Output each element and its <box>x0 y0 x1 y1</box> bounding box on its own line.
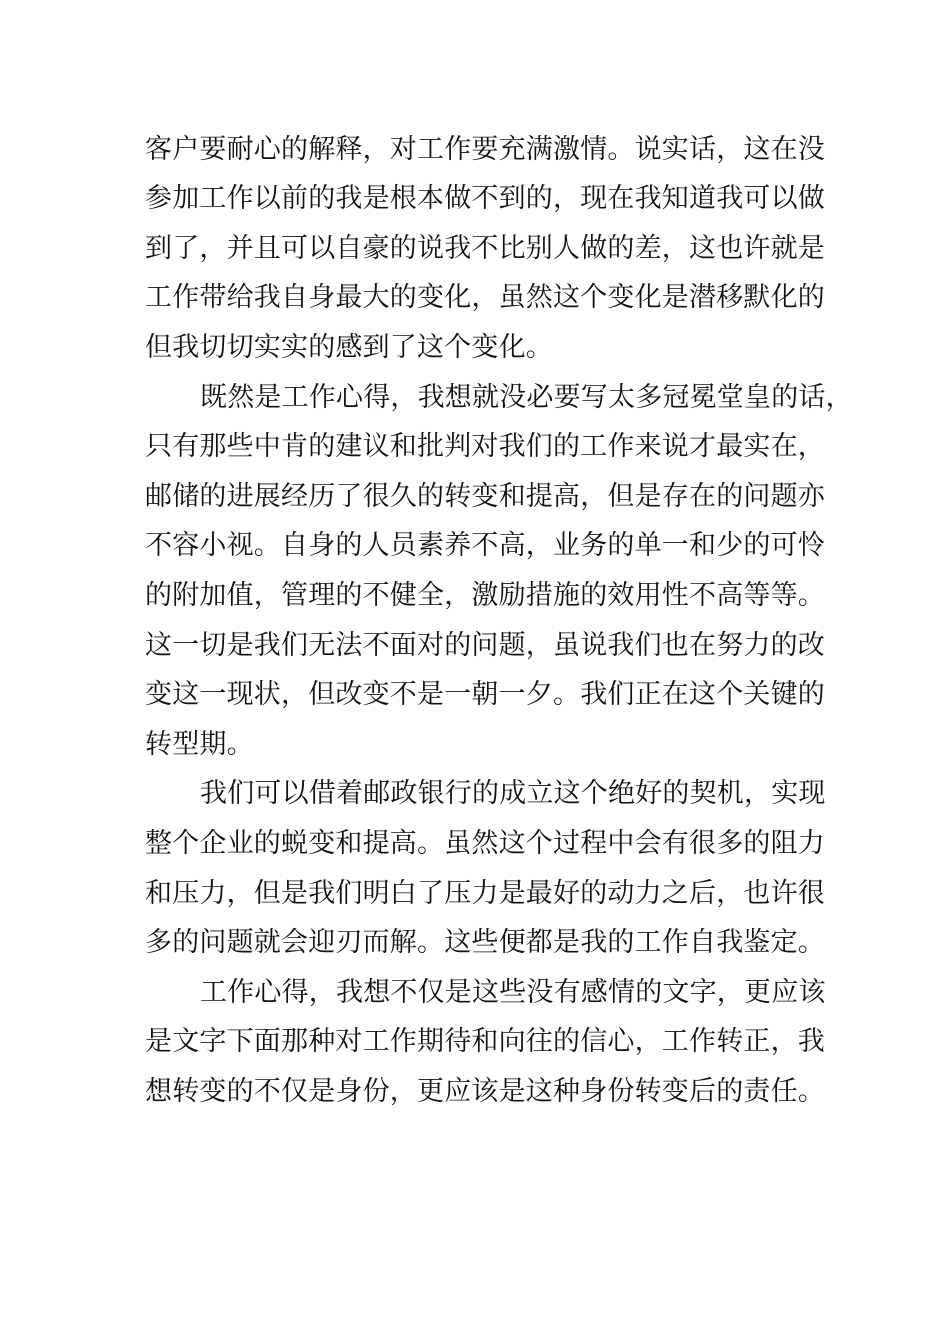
paragraph-first-line: 既然是工作心得，我想就没必要写太多冠冕堂皇的话， <box>200 382 853 413</box>
text-line: 多的问题就会迎刃而解。这些便都是我的工作自我鉴定。 <box>145 927 825 958</box>
text-line: 整个企业的蜕变和提高。虽然这个过程中会有很多的阻力 <box>145 828 825 859</box>
paragraph-first-line: 工作心得，我想不仅是这些没有感情的文字，更应该 <box>200 977 826 1008</box>
text-line: 变这一现状，但改变不是一朝一夕。我们正在这个关键的 <box>145 679 825 710</box>
text-line: 不容小视。自身的人员素养不高，业务的单一和少的可怜 <box>145 530 825 561</box>
text-line: 转型期。 <box>145 729 254 760</box>
text-line: 和压力，但是我们明白了压力是最好的动力之后，也许很 <box>145 878 825 909</box>
paragraph-first-line: 我们可以借着邮政银行的成立这个绝好的契机，实现 <box>200 778 826 809</box>
text-line: 是文字下面那种对工作期待和向往的信心，工作转正，我 <box>145 1026 825 1057</box>
text-line: 参加工作以前的我是根本做不到的，现在我知道我可以做 <box>145 183 825 214</box>
text-line: 只有那些中肯的建议和批判对我们的工作来说才最实在， <box>145 431 825 462</box>
text-line: 这一切是我们无法不面对的问题，虽说我们也在努力的改 <box>145 630 825 661</box>
text-line: 邮储的进展经历了很久的转变和提高，但是存在的问题亦 <box>145 481 825 512</box>
text-line: 客户要耐心的解释，对工作要充满激情。说实话，这在没 <box>145 134 825 165</box>
text-line: 工作带给我自身最大的变化，虽然这个变化是潜移默化的 <box>145 282 825 313</box>
text-line: 但我切切实实的感到了这个变化。 <box>145 332 553 363</box>
text-line: 的附加值，管理的不健全，激励措施的效用性不高等等。 <box>145 580 825 611</box>
text-line: 到了，并且可以自豪的说我不比别人做的差，这也许就是 <box>145 233 825 264</box>
text-line: 想转变的不仅是身份，更应该是这种身份转变后的责任。 <box>145 1076 825 1107</box>
